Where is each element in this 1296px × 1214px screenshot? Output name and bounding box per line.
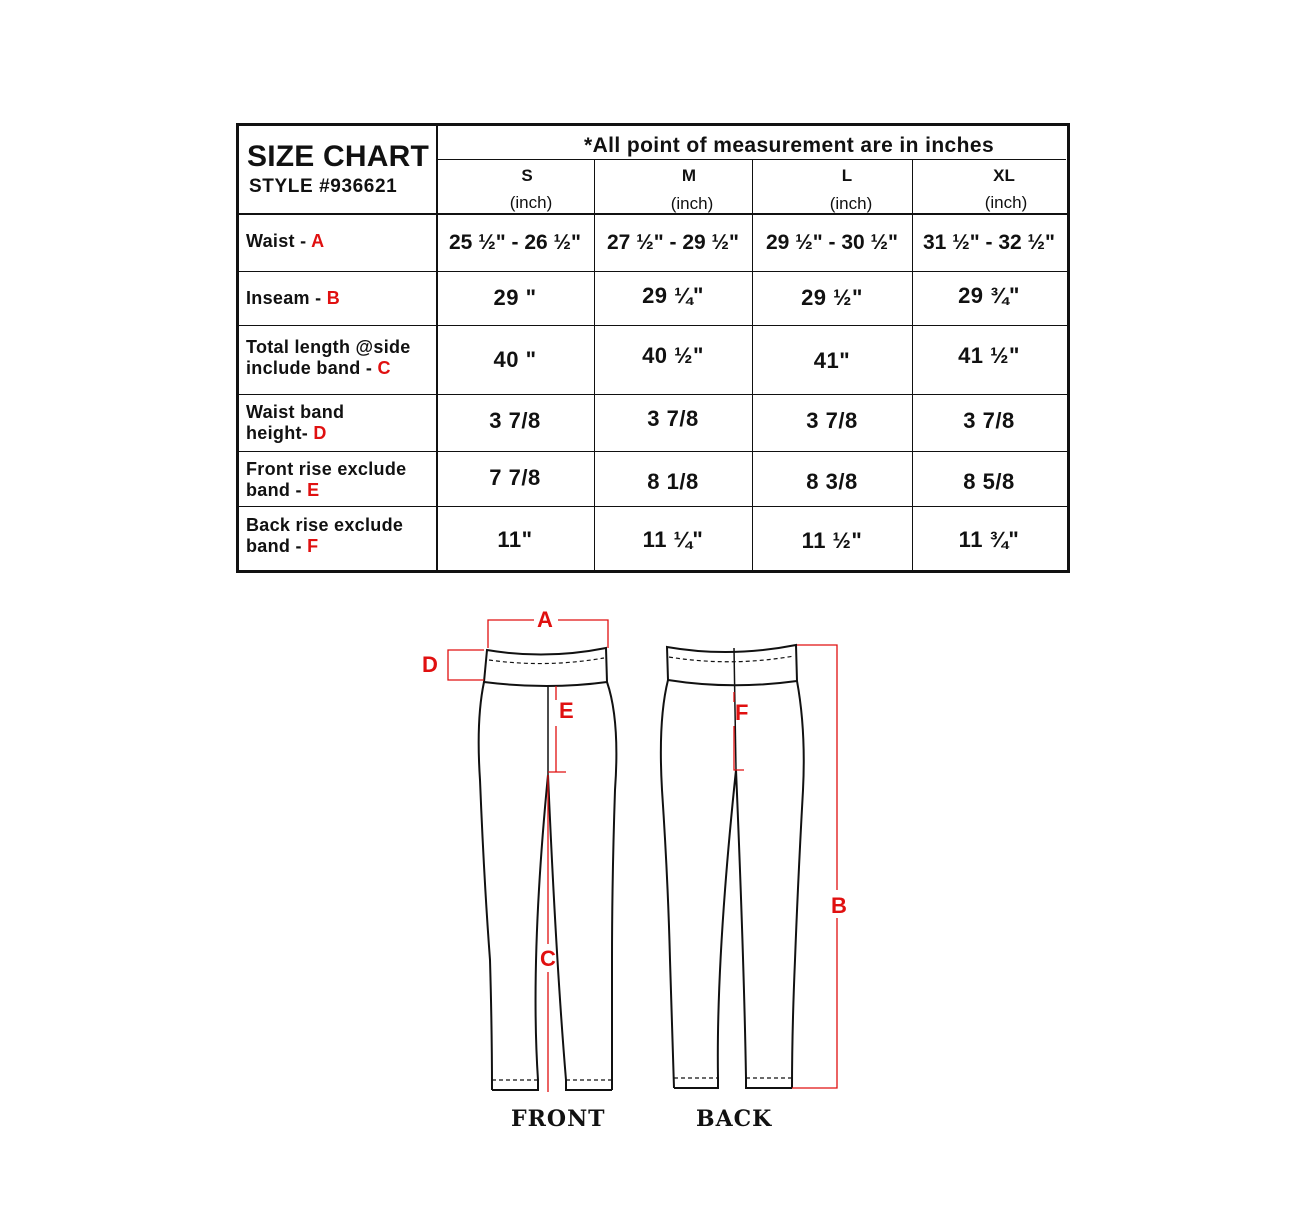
back-caption: BACK	[696, 1106, 773, 1132]
measurement-cell: 3 7/8	[489, 408, 541, 433]
measurement-cell: 41 ½"	[958, 343, 1020, 368]
measurement-cell: 8 1/8	[647, 469, 699, 494]
measurement-cell: 11 ½"	[801, 528, 863, 553]
measurement-cell: 29 ¾"	[958, 283, 1020, 308]
size-unit-m: (inch)	[670, 194, 714, 213]
measure-label-a: A	[537, 607, 553, 632]
measurement-cell: 40 "	[493, 347, 537, 372]
measurement-cell: 3 7/8	[647, 406, 699, 431]
measure-letter: D	[313, 423, 327, 443]
measurement-lines	[448, 620, 837, 1092]
row-label-line1: Total length @side	[246, 337, 411, 357]
measure-label-c: C	[540, 946, 556, 971]
chart-title: SIZE CHART	[247, 140, 429, 173]
measure-label-e: E	[559, 698, 574, 723]
measurement-cell: 29 "	[493, 285, 537, 310]
row-label-line1: Back rise exclude	[246, 515, 404, 535]
measurement-cell: 7 7/8	[489, 465, 541, 490]
size-header-l: L	[841, 166, 853, 185]
measure-letter: E	[307, 480, 320, 500]
measure-label-f: F	[735, 700, 749, 725]
measurement-cell: 29 ½"	[801, 285, 863, 310]
measurement-cell: 8 3/8	[806, 469, 858, 494]
style-number: STYLE #936621	[249, 176, 398, 197]
row-label-line1: Front rise exclude	[246, 459, 407, 479]
measure-letter: A	[311, 231, 325, 251]
measurement-cell: 40 ½"	[642, 343, 704, 368]
size-header-m: M	[681, 166, 697, 185]
row-label-text: band -	[246, 536, 308, 556]
size-header-s: S	[521, 166, 533, 185]
measure-label-d: D	[422, 652, 438, 677]
row-label-text: height-	[246, 423, 314, 443]
measurement-cell: 25 ½" - 26 ½"	[449, 231, 581, 254]
size-unit-xl: (inch)	[984, 193, 1028, 212]
row-label-text: band -	[246, 480, 308, 500]
measure-line-d	[448, 650, 484, 680]
measurement-cell: 11 ¾"	[958, 527, 1020, 552]
row-label-line1: Waist band	[246, 402, 345, 422]
measurement-cell: 3 7/8	[806, 408, 858, 433]
front-caption: FRONT	[511, 1106, 606, 1132]
measurement-cell: 11"	[497, 527, 533, 552]
measure-label-b: B	[831, 893, 847, 918]
measurement-cell: 3 7/8	[963, 408, 1015, 433]
measurement-cell: 41"	[813, 348, 851, 373]
measure-letter: C	[377, 358, 391, 378]
measure-letter: B	[326, 288, 341, 308]
measure-letter: F	[307, 536, 319, 556]
measurement-cell: 31 ½" - 32 ½"	[923, 231, 1055, 254]
measurement-note: *All point of measurement are in inches	[584, 134, 995, 157]
measurement-cell: 29 ½" - 30 ½"	[766, 231, 898, 254]
measurement-cell: 8 5/8	[963, 469, 1015, 494]
size-unit-s: (inch)	[509, 193, 553, 212]
measurement-cell: 11 ¼"	[642, 527, 704, 552]
measurement-cell: 29 ¼"	[642, 283, 704, 308]
back-leggings-drawing	[661, 645, 804, 1088]
size-header-xl: XL	[993, 166, 1015, 185]
measurement-cell: 27 ½" - 29 ½"	[607, 231, 739, 254]
row-label-text: include band -	[246, 358, 378, 378]
row-label-text: Inseam -	[246, 288, 327, 308]
size-unit-l: (inch)	[829, 194, 873, 213]
row-label-text: Waist -	[246, 231, 312, 251]
